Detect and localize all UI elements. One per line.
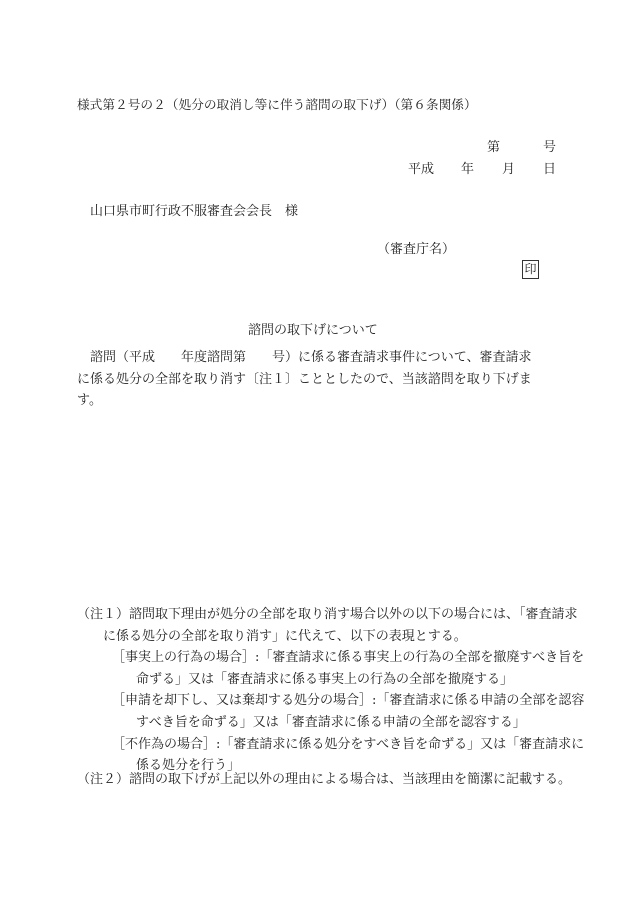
note-line: ［申請を却下し、又は棄却する処分の場合］:「審査請求に係る申請の全部を認容 [112, 693, 585, 708]
seal-mark: 印 [522, 260, 539, 279]
note-line: 係る処分を行う」 [136, 758, 241, 773]
note-line: （注１）諮問取下理由が処分の全部を取り消す場合以外の以下の場合には、「審査請求 [77, 607, 578, 622]
date-era: 平成 [408, 162, 435, 177]
date-month: 月 [502, 162, 516, 177]
note-line: に係る処分の全部を取り消す」に代えて、以下の表現とする。 [103, 629, 467, 644]
form-title: 様式第２号の２（処分の取消し等に伴う諮問の取下げ）（第６条関係） [77, 97, 477, 112]
date-day: 日 [543, 162, 557, 177]
body-line: 諮問（平成 年度諮問第 号）に係る審査請求事件について、審査請求 [90, 350, 532, 365]
note-line: （注２）諮問の取下げが上記以外の理由による場合は、当該理由を簡潔に記載する。 [77, 772, 572, 787]
document-number-prefix: 第 [487, 140, 501, 155]
note-line: ［事実上の行為の場合］:「審査請求に係る事実上の行為の全部を撤廃すべき旨を [112, 650, 585, 665]
note-line: すべき旨を命ずる」又は「審査請求に係る申請の全部を認容する」 [136, 715, 526, 730]
date-year: 年 [461, 162, 475, 177]
note-line: 命ずる」又は「審査請求に係る事実上の行為の全部を撤廃する」 [136, 672, 514, 687]
body-line: に係る処分の全部を取り消す〔注１〕こととしたので、当該諮問を取り下げま [77, 372, 532, 387]
body-line: す。 [77, 393, 102, 408]
document-number-suffix: 号 [543, 140, 557, 155]
addressee: 山口県市町行政不服審査会会長 様 [90, 204, 299, 219]
sender-agency: （審査庁名） [377, 242, 456, 257]
note-line: ［不作為の場合］:「審査請求に係る処分をすべき旨を命ずる」又は「審査請求に [112, 737, 585, 752]
subject-heading: 諮問の取下げについて [248, 323, 378, 338]
